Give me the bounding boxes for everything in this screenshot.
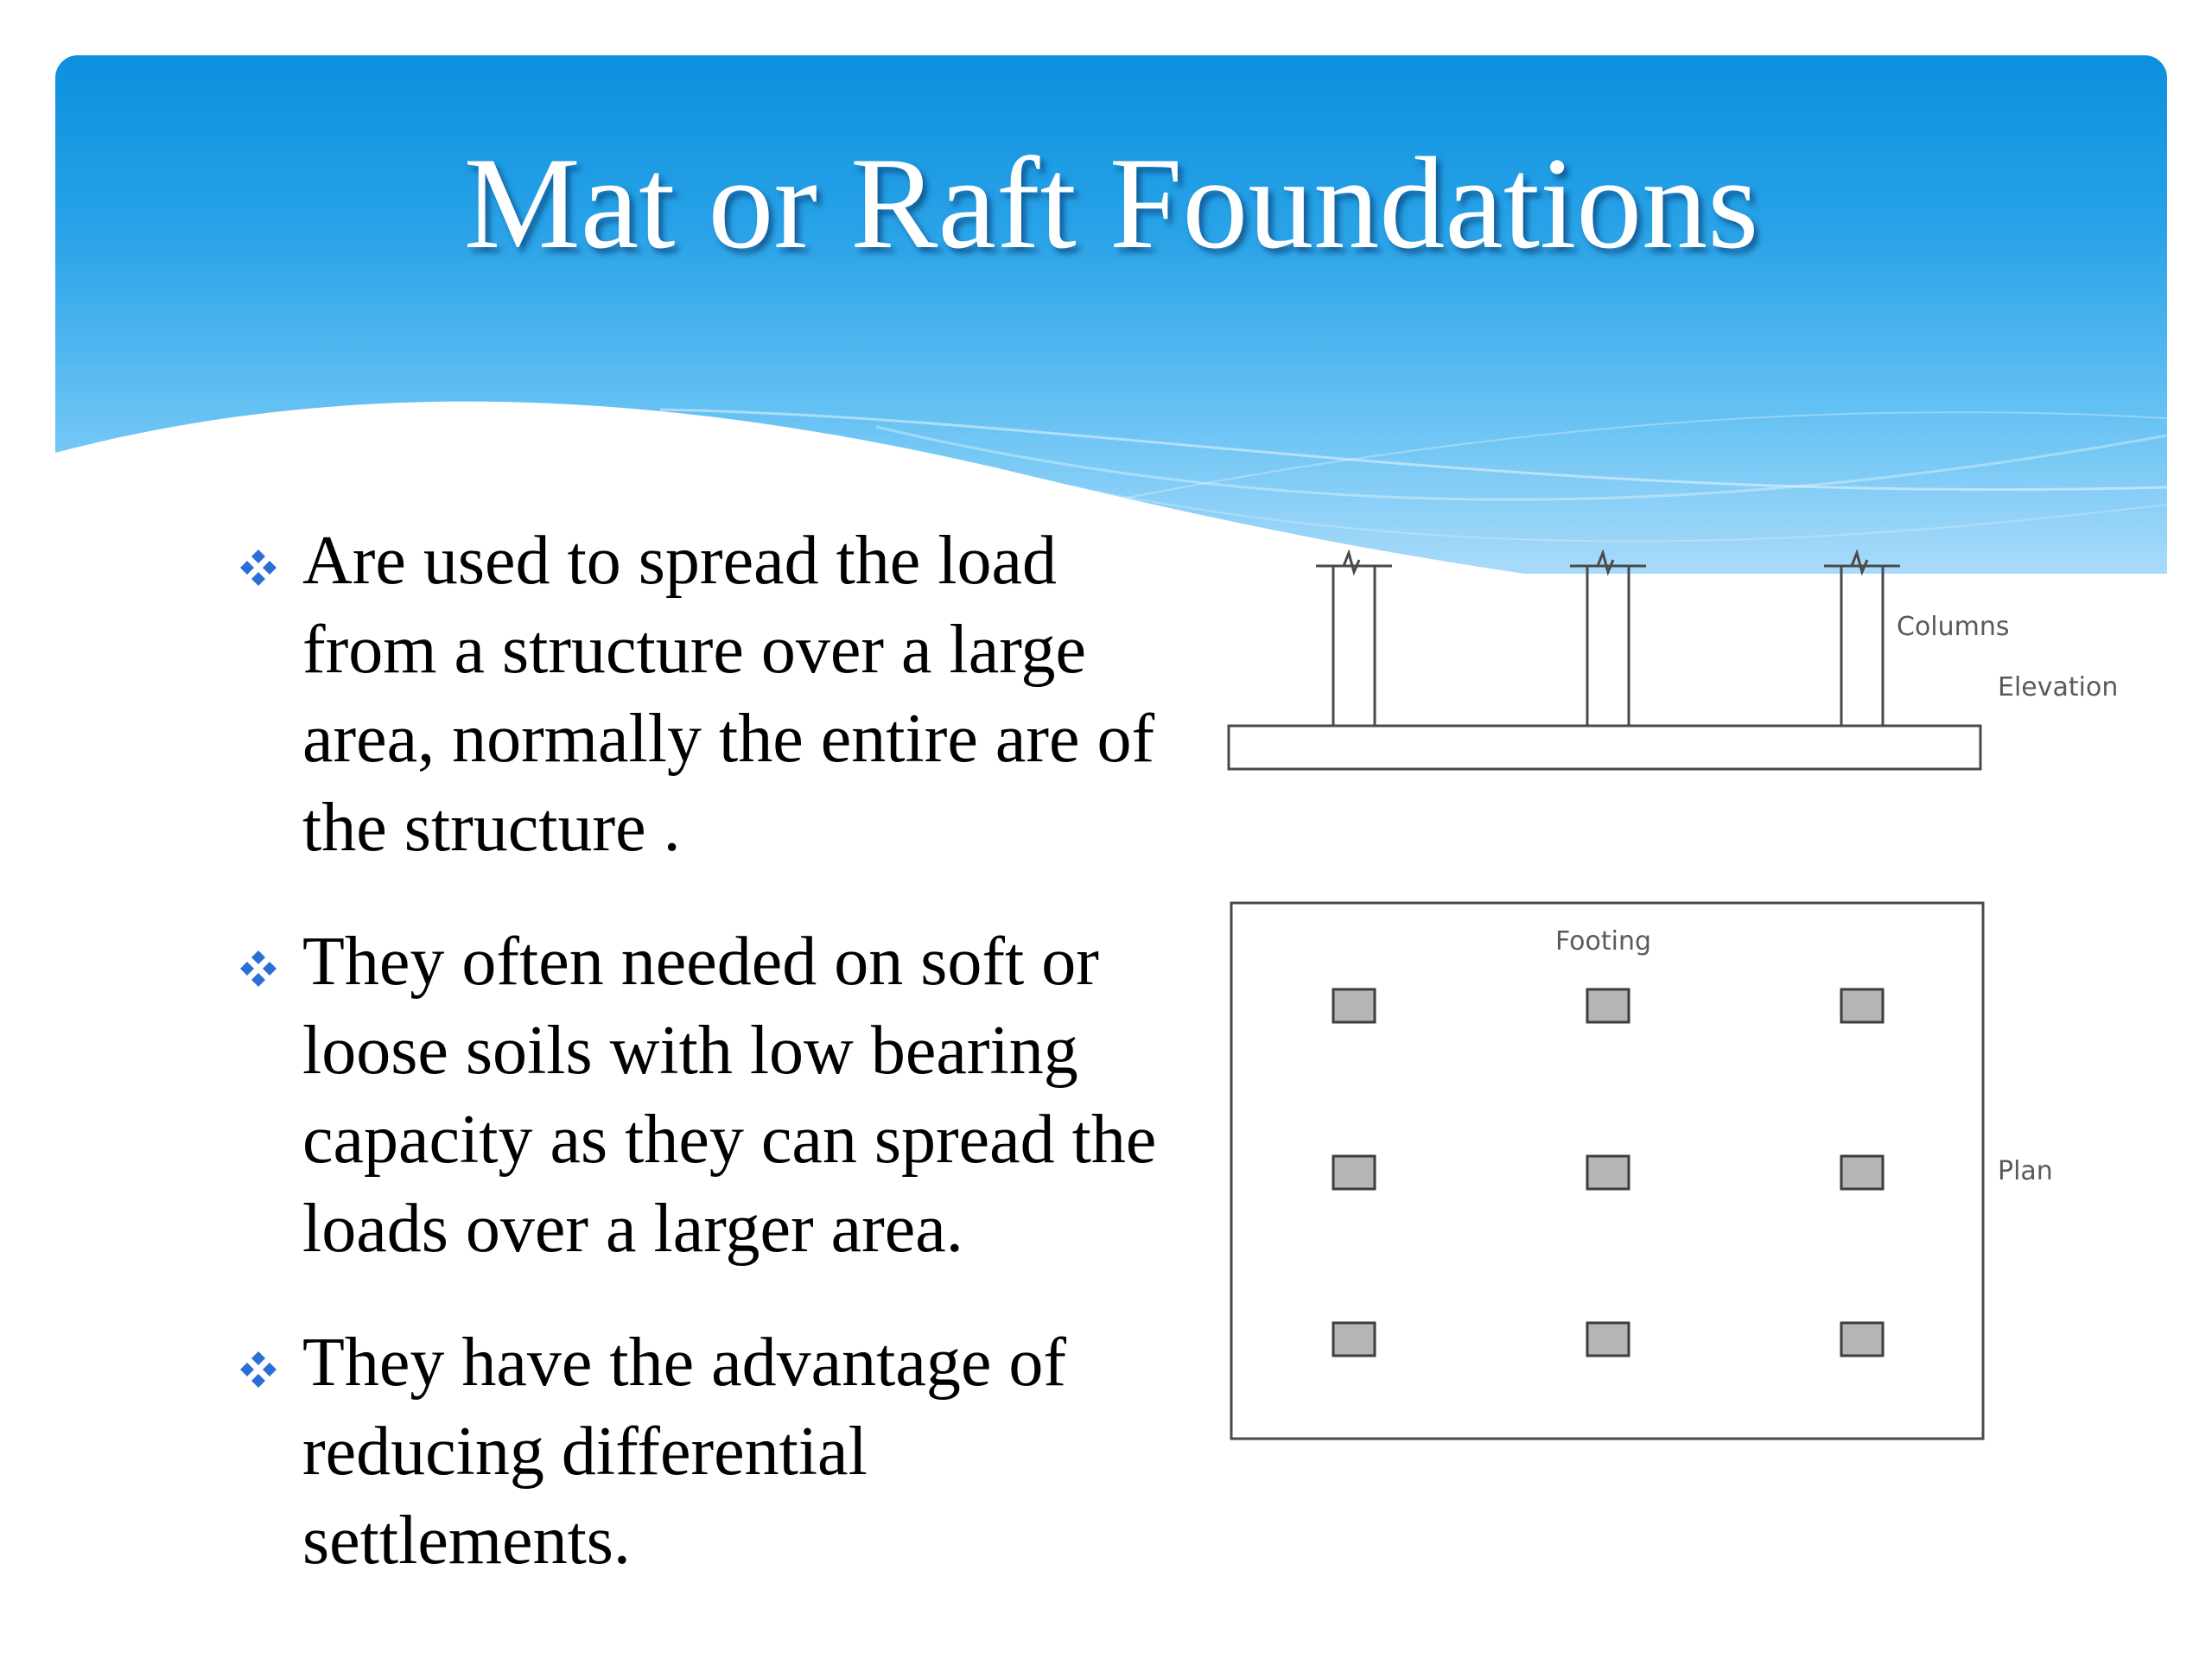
column-elevation-2 — [1570, 553, 1646, 726]
column-elevation-3 — [1824, 553, 1900, 726]
label-elevation: Elevation — [1998, 672, 2119, 702]
bullet-list — [233, 517, 1201, 1630]
bullet-item-2 — [233, 918, 1201, 1274]
bullet-item-1 — [233, 517, 1201, 873]
label-columns: Columns — [1897, 612, 2010, 642]
four-diamond-bullet-icon — [238, 548, 278, 588]
column-plan-2 — [1587, 989, 1629, 1022]
raft-slab-elevation — [1229, 726, 1980, 769]
column-plan-3 — [1841, 989, 1883, 1022]
slide-title: Mat or Raft Foundations — [463, 130, 1759, 276]
bullet-text-1: Are used to spread the load from a structure over a large area, normally the entire are of the structure . — [302, 523, 1155, 866]
mat-foundation-diagram — [1210, 536, 2143, 1478]
column-elevation-1 — [1316, 553, 1392, 726]
bullet-text-2: They often needed on soft or loose soils with low bearing capacity as they can spread the loads over a larger area. — [302, 924, 1157, 1267]
bullet-item-3 — [233, 1319, 1201, 1586]
column-plan-4 — [1333, 1156, 1375, 1189]
label-plan: Plan — [1998, 1156, 2053, 1186]
four-diamond-bullet-icon — [238, 1350, 278, 1389]
slide-header — [55, 55, 2167, 574]
column-plan-5 — [1587, 1156, 1629, 1189]
column-plan-7 — [1333, 1323, 1375, 1356]
column-plan-6 — [1841, 1156, 1883, 1189]
column-plan-9 — [1841, 1323, 1883, 1356]
label-footing: Footing — [1555, 926, 1652, 957]
bullet-text-3: They have the advantage of reducing differential settlements. — [302, 1325, 1067, 1579]
column-plan-1 — [1333, 989, 1375, 1022]
column-plan-8 — [1587, 1323, 1629, 1356]
four-diamond-bullet-icon — [238, 949, 278, 988]
